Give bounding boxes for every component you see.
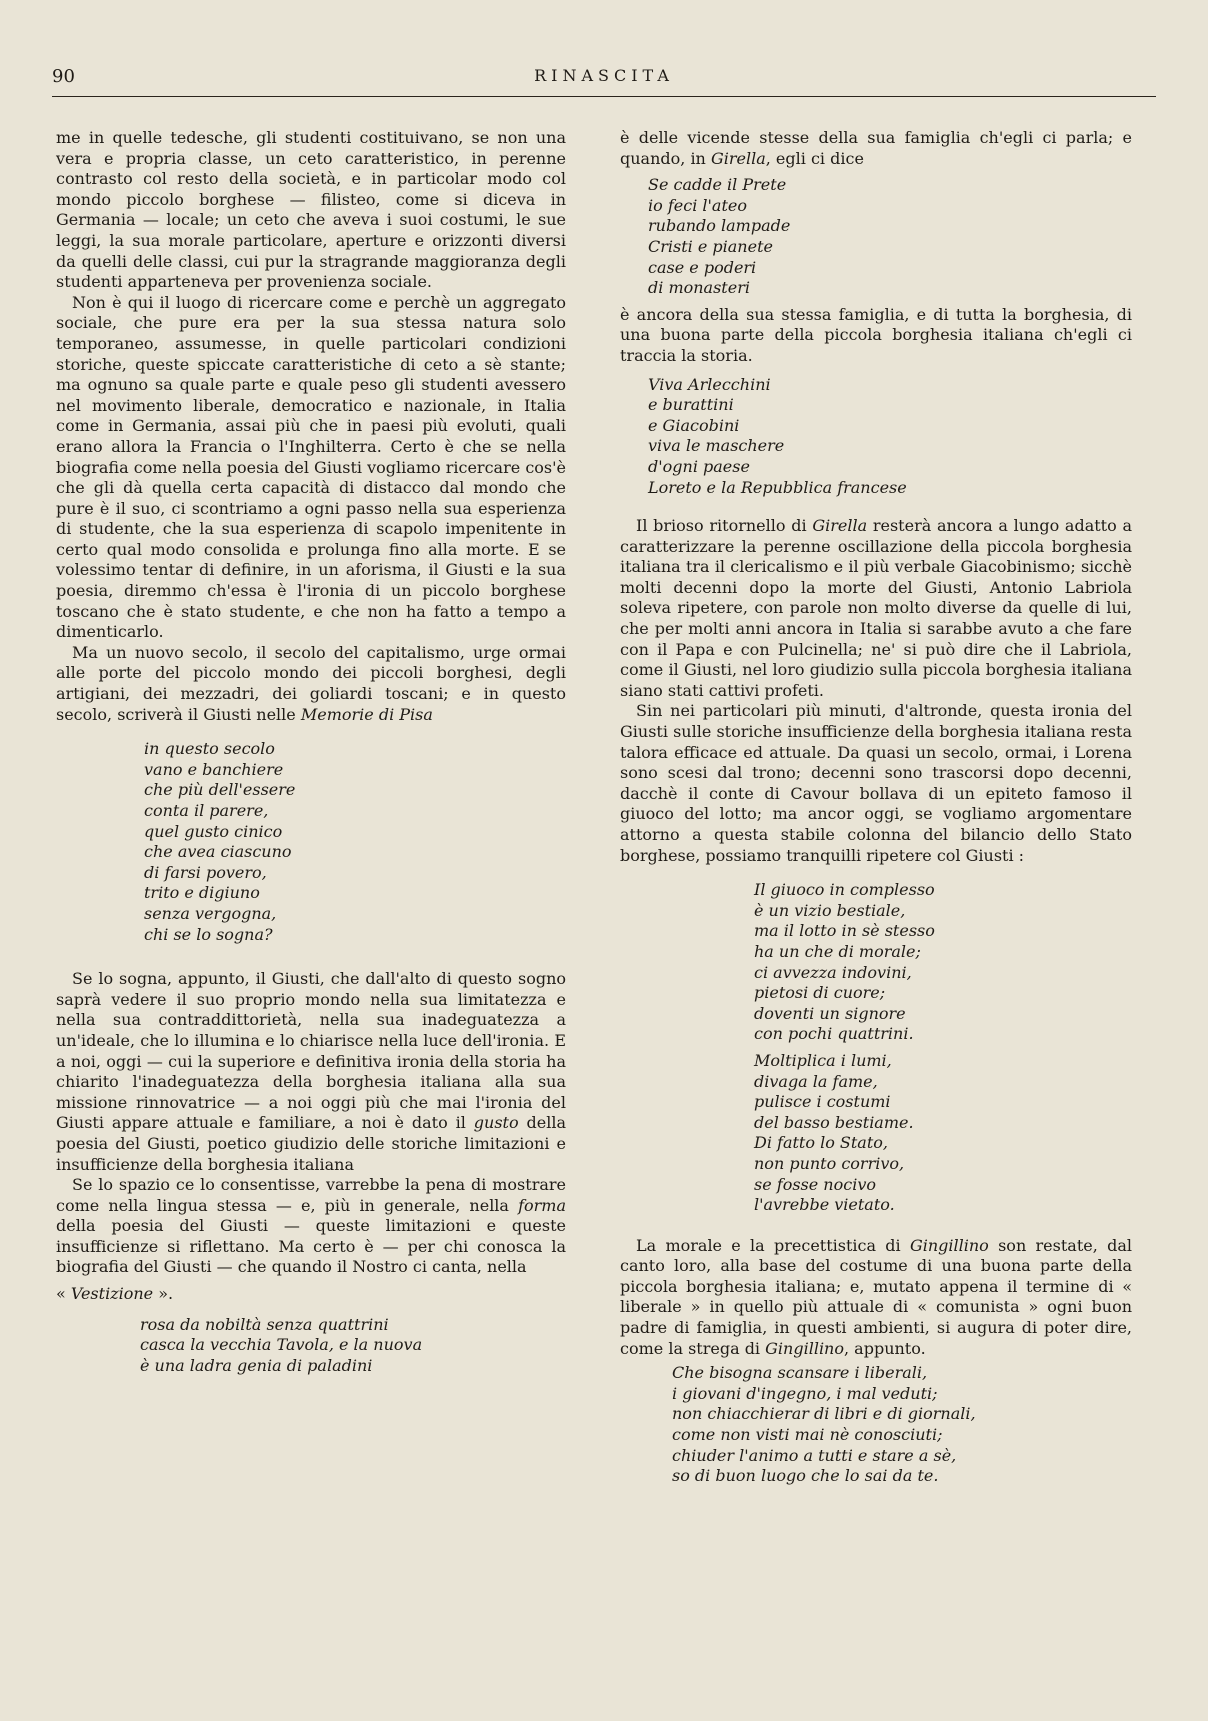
verse-line: quel gusto cinico [144, 821, 283, 841]
verse-line: casca la vecchia Tavola, e la nuova [140, 1335, 423, 1355]
verse-line: vano e banchiere [144, 759, 284, 779]
verse-block [144, 739, 566, 945]
verse-block [648, 375, 1132, 499]
verse-block [672, 1363, 1132, 1487]
verse-line: rosa da nobiltà senza quattrini [140, 1314, 389, 1334]
verse-block [754, 1051, 1132, 1216]
verse-line: chi se lo sogna? [144, 924, 273, 944]
verse-line: i giovani d'ingegno, i mal veduti; [672, 1383, 938, 1403]
verse-line: senza vergogna, [144, 903, 277, 923]
verse-line: d'ogni paese [648, 456, 750, 476]
verse-line: Moltiplica i lumi, [754, 1050, 892, 1070]
verse-line: che avea ciascuno [144, 842, 292, 862]
verse-line: ma il lotto in sè stesso [754, 921, 935, 941]
verse-line: di monasteri [648, 278, 750, 298]
verse-line: so di buon luogo che lo sai da te. [672, 1466, 939, 1486]
paragraph: Se lo sogna, appunto, il Giusti, che dall'alto di questo sogno saprà vedere il suo proprio mondo nella sua limitatezza e nella sua contraddittorietà, nella sua inadeguatezza a un'ideale, che lo illumina e lo chiarisce nella luce dell'ironia. E a noi, oggi — cui la superiore e definitiva ironia della storia ha chiarito l'inadeguatezza della borghesia italiana alla sua missione rinnovatrice — a noi oggi più che mai l'ironia del Giusti appare attuale e familiare, a noi è dato il gusto della poesia del Giusti, poetico giudizio delle storiche limitazioni e insufficienze della borghesia italiana [56, 969, 566, 1174]
page-header [52, 66, 1156, 96]
verse-line: non punto corrivo, [754, 1153, 905, 1173]
verse-line: Il giuoco in complesso [754, 880, 935, 900]
verse-line: case e poderi [648, 257, 757, 277]
verse-line: se fosse nocivo [754, 1174, 876, 1194]
page-number: 90 [52, 66, 75, 87]
verse-block [140, 1315, 566, 1377]
verse-line: trito e digiuno [144, 883, 260, 903]
paragraph: me in quelle tedesche, gli studenti costituivano, se non una vera e propria classe, un ceto caratteristico, in perenne contrasto col resto della società, e in particolar modo col mondo piccolo borghese — filisteo, come si diceva in Germania — locale; un ceto che aveva i suoi costumi, le sue leggi, la sua morale particolare, aperture e orizzonti diversi da quelli delle classi, cui pur la stragrande maggioranza degli studenti apparteneva per provenienza sociale. [56, 128, 566, 292]
verse-line: rubando lampade [648, 216, 791, 236]
paragraph: Sin nei particolari più minuti, d'altronde, questa ironia del Giusti sulle storiche insufficienze della borghesia italiana resta talora efficace ed attuale. Da quasi un secolo, ormai, i Lorena sono scesi dal trono; decenni sono trascorsi dopo decenni, dacchè il conte di Cavour bollava di un epiteto famoso il giuoco del lotto; ma ancor oggi, se vogliamo argomentare attorno a questa stabile colonna del bilancio dello Stato borghese, possiamo tranquilli ripetere col Giusti : [620, 701, 1132, 865]
verse-line: in questo secolo [144, 739, 275, 759]
right-column [620, 128, 1132, 1487]
verse-block [648, 175, 1132, 299]
verse-line: Se cadde il Prete [648, 175, 787, 195]
verse-line: pulisce i costumi [754, 1092, 891, 1112]
verse-line: del basso bestiame. [754, 1112, 914, 1132]
verse-line: conta il parere, [144, 801, 269, 820]
verse-line: che più dell'essere [144, 780, 296, 800]
verse-line: viva le maschere [648, 436, 785, 456]
verse-line: è una ladra genia di paladini [140, 1355, 373, 1375]
verse-line: è un vizio bestiale, [754, 900, 906, 920]
verse-line: Viva Arlecchini [648, 374, 771, 394]
verse-line: e burattini [648, 395, 734, 415]
verse-line: Loreto e la Repubblica francese [648, 477, 907, 497]
left-column [56, 128, 566, 1384]
verse-line: ha un che di morale; [754, 941, 921, 961]
paragraph: La morale e la precettistica di Gingillino son restate, dal canto loro, alla base del costume di una buona parte della piccola borghesia italiana; e, mutato appena il termine di « liberale » in quello più attuale di « comunista » ogni buon padre di famiglia, in questi ambienti, si augura di poter dire, come la strega di Gingillino, appunto. [620, 1235, 1132, 1358]
paragraph: è ancora della sua stessa famiglia, e di tutta la borghesia, di una buona parte della piccola borghesia italiana ch'egli ci traccia la storia. [620, 304, 1132, 365]
verse-line: pietosi di cuore; [754, 983, 886, 1003]
work-title: Memorie di Pisa [300, 704, 433, 724]
verse-line: ci avvezza indovini, [754, 962, 912, 982]
paragraph: Se lo spazio ce lo consentisse, varrebbe la pena di mostrare come nella lingua stessa — e, più in generale, nella forma della poesia del Giusti — queste limitazioni e queste insufficienze si riflettano. Ma certo è — per chi conosca la biografia del Giusti — che quando il Nostro ci canta, nella [56, 1175, 566, 1277]
verse-line: io feci l'ateo [648, 195, 747, 215]
verse-block [754, 880, 1132, 1045]
verse-line: come non visti mai nè conosciuti; [672, 1425, 943, 1445]
verse-line: di farsi povero, [144, 862, 267, 882]
verse-line: l'avrebbe vietato. [754, 1195, 895, 1215]
verse-line: e Giacobini [648, 415, 740, 435]
verse-line: doventi un signore [754, 1003, 906, 1023]
verse-line: Di fatto lo Stato, [754, 1133, 888, 1153]
verse-line: Cristi e pianete [648, 236, 773, 256]
running-title: RINASCITA [534, 66, 674, 85]
verse-line: divaga la fame, [754, 1071, 878, 1091]
verse-line: non chiacchierar di libri e di giornali, [672, 1404, 976, 1424]
paragraph: Ma un nuovo secolo, il secolo del capitalismo, urge ormai alle porte del piccolo mondo dei piccoli borghesi, degli artigiani, dei mezzadri, dei goliardi toscani; e in questo secolo, scriverà il Giusti nelle Memorie di Pisa [56, 642, 566, 724]
verse-line: chiuder l'animo a tutti e stare a sè, [672, 1445, 957, 1465]
header-rule [52, 96, 1156, 97]
paragraph: Non è qui il luogo di ricercare come e perchè un aggregato sociale, che pure era per la sua stessa natura solo temporaneo, assumesse, in quelle particolari condizioni storiche, queste spiccate caratteristiche di ceto a sè stante; ma ognuno sa quale parte e quale peso gli studenti avessero nel movimento liberale, democratico e nazionale, in Italia come in Germania, assai più che in paesi più evoluti, quali erano allora la Francia o l'Inghilterra. Certo è che se nella biografia come nella poesia del Giusti vogliamo ricercare cos'è che gli dà quella certa capacità di distacco dal mondo che pure è il suo, ci scontriamo a ogni passo nella sua esperienza di studente, che la sua esperienza di scapolo impenitente in certo qual modo consolida e prolunga fino alla morte. E se volessimo tentar di definire, in un aforisma, il Giusti e la sua poesia, diremmo ch'essa è l'ironia di un piccolo borghese toscano che è stato studente, e che non ha fatto a tempo a dimenticarlo. [56, 292, 566, 642]
verse-line: con pochi quattrini. [754, 1024, 914, 1044]
quoted-title: « Vestizione ». [56, 1284, 174, 1304]
verse-line: Che bisogna scansare i liberali, [672, 1363, 928, 1383]
paragraph: Il brioso ritornello di Girella resterà ancora a lungo adatto a caratterizzare la perenne oscillazione della piccola borghesia italiana tra il clericalismo e il più verbale Giacobinismo; sicchè molti decenni dopo la morte del Giusti, Antonio Labriola soleva ripetere, con parole non molto diverse da quelle di lui, che per molti anni ancora in Italia si sarabbe avuto a che fare con il Papa e con Pulcinella; ne' si può dire che il Labriola, come il Giusti, nel loro giudizio sulla piccola borghesia italiana siano stati cattivi profeti. [620, 516, 1132, 700]
paragraph: è delle vicende stesse della sua famiglia ch'egli ci parla; e quando, in Girella, egli ci dice [620, 128, 1132, 168]
